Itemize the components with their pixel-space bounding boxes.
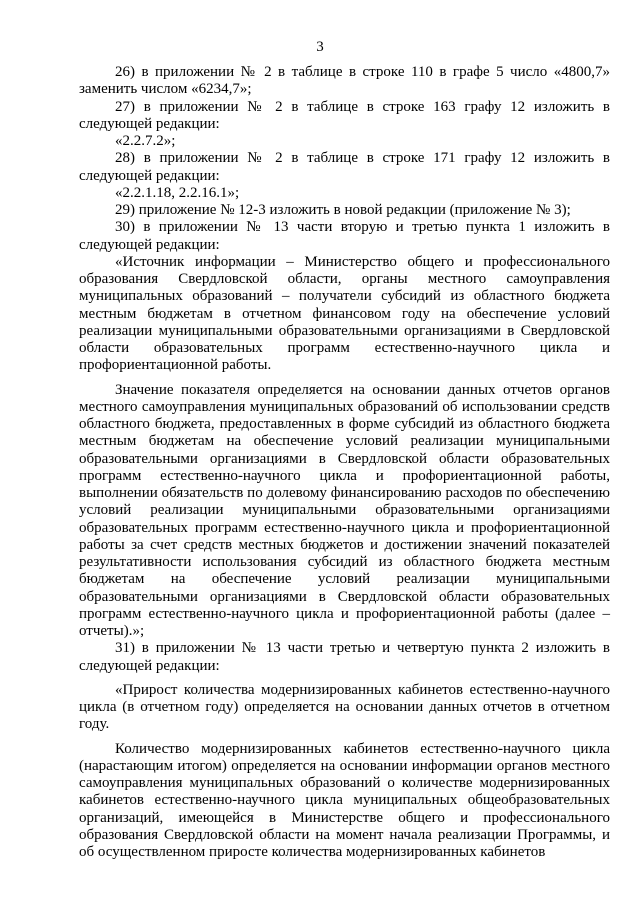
paragraph-item-26: 26) в приложении № 2 в таблице в строке 110 в графе 5 число «4800,7» заменить числом «6234,7»;	[79, 64, 610, 98]
paragraph-item-28: 28) в приложении № 2 в таблице в строке 171 графу 12 изложить в следующей редакции:	[79, 150, 610, 184]
paragraph-item-31: 31) в приложении № 13 части третью и четвертую пункта 2 изложить в следующей редакции:	[79, 640, 610, 674]
paragraph-indicator-value: Значение показателя определяется на основании данных отчетов органов местного самоуправления муниципальных образований об использовании средств областного бюджета, предоставленных в форме субсидий из областного бюджета местным бюджетам на обеспечение условий реализации муниципальными образовательными организациями в Свердловской области образовательных программ естественно-научного цикла и профориентационной работы, выполнении обязательств по долевому финансированию расходов по обеспечению условий реализации муниципальными образовательными организациями образовательных программ естественно-научного цикла и профориентационной работы за счет средств местных бюджетов и достижении значений показателей результативности использования субсидий из областного бюджета местным бюджетам на обеспечение условий реализации муниципальными образовательными организациями в Свердловской области образовательных программ естественно-научного цикла и профориентационной работы (далее – отчеты).»;	[79, 381, 610, 639]
paragraph-source-info: «Источник информации – Министерство общего и профессионального образования Свердловской области, органы местного самоуправления муниципальных образований – получатели субсидий из областного бюджета местным бюджетам в отчетном финансовом году на обеспечение условий реализации муниципальными образовательными организациями в Свердловской области образовательных программ естественно-научного цикла и профориентационной работы.	[79, 253, 610, 374]
page-number: 3	[316, 39, 324, 55]
paragraph-quote-27: «2.2.7.2»;	[115, 133, 176, 149]
paragraph-quote-28: «2.2.1.18, 2.2.16.1»;	[115, 184, 240, 201]
paragraph-item-30: 30) в приложении № 13 части вторую и третью пункта 1 изложить в следующей редакции:	[79, 219, 610, 253]
paragraph-item-29: 29) приложение № 12-3 изложить в новой редакции (приложение № 3);	[115, 202, 571, 218]
paragraph-growth-count: «Прирост количества модернизированных кабинетов естественно-научного цикла (в отчетном году) определяется на основании данных отчетов в отчетном году.	[79, 681, 610, 733]
document-body	[79, 64, 610, 861]
paragraph-cumulative-count: Количество модернизированных кабинетов естественно-научного цикла (нарастающим итогом) определяется на основании информации органов местного самоуправления муниципальных образований о количестве модернизированных кабинетов естественно-научного цикла муниципальных общеобразовательных организаций, имеющейся в Министерстве общего и профессионального образования Свердловской области на момент начала реализации Программы, и об осуществленном приросте количества модернизированных кабинетов	[79, 740, 610, 860]
paragraph-item-27: 27) в приложении № 2 в таблице в строке 163 графу 12 изложить в следующей редакции:	[79, 98, 610, 132]
